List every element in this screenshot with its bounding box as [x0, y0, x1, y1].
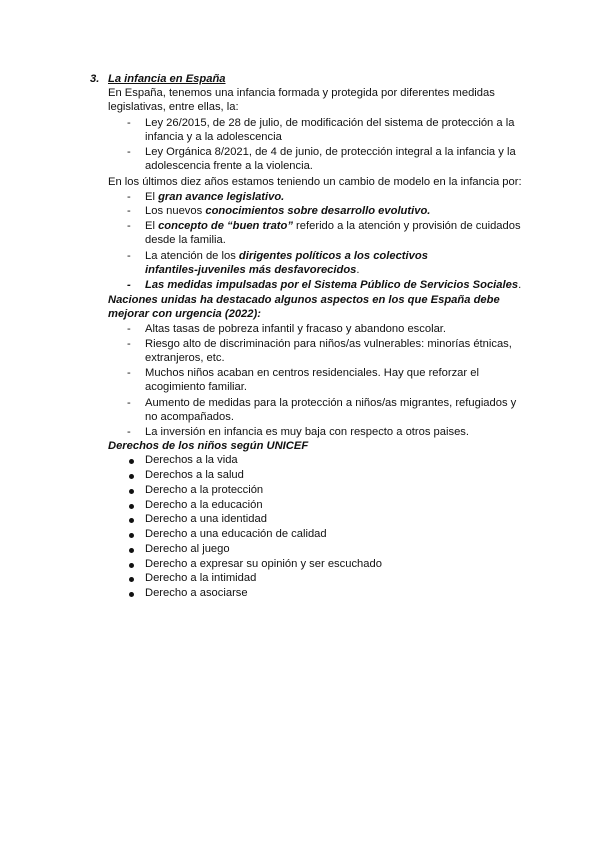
- right-item: Derecho a asociarse: [145, 587, 248, 599]
- change-item: La atención de los dirigentes políticos a los colectivos: [145, 250, 428, 262]
- change-item: Las medidas impulsadas por el Sistema Público de Servicios Sociales.: [145, 279, 522, 291]
- bullet-icon: [129, 548, 134, 553]
- bullet-icon: [129, 592, 134, 597]
- right-item: Derecho a la intimidad: [145, 572, 257, 584]
- dash-marker: -: [127, 117, 131, 129]
- un-item: La inversión en infancia es muy baja con respecto a otros paises.: [145, 426, 470, 438]
- dash-marker: -: [127, 338, 131, 350]
- right-item: Derecho al juego: [145, 543, 230, 555]
- bullet-icon: [129, 504, 134, 509]
- dash-marker: -: [127, 323, 131, 335]
- dash-marker: -: [127, 146, 131, 158]
- change-item: El concepto de “buen trato” referido a la atención y provisión de cuidados: [145, 220, 521, 232]
- change-item: El gran avance legislativo.: [145, 191, 285, 203]
- right-item: Derecho a la protección: [145, 484, 264, 496]
- un-item: Muchos niños acaban en centros residenciales. Hay que reforzar el: [145, 367, 479, 379]
- change-item: Los nuevos conocimientos sobre desarrollo evolutivo.: [145, 205, 431, 217]
- dash-marker: -: [127, 426, 131, 438]
- dash-marker: -: [127, 367, 131, 379]
- right-item: Derechos a la vida: [145, 454, 238, 466]
- un-item: Altas tasas de pobreza infantil y fracaso y abandono escolar.: [145, 323, 447, 335]
- section-title: La infancia en España: [108, 73, 226, 85]
- bullet-icon: [129, 474, 134, 479]
- right-item: Derecho a la educación: [145, 499, 263, 511]
- bullet-icon: [129, 563, 134, 568]
- section-number: 3.: [90, 73, 100, 85]
- right-item: Derecho a expresar su opinión y ser escuchado: [145, 558, 382, 570]
- intro-line: legislativas, entre ellas, la:: [108, 101, 239, 113]
- un-heading: Naciones unidas ha destacado algunos aspectos en los que España debe: [108, 294, 500, 306]
- un-item: extranjeros, etc.: [145, 352, 225, 364]
- law-item: adolescencia frente a la violencia.: [145, 160, 313, 172]
- law-item: Ley Orgánica 8/2021, de 4 de junio, de protección integral a la infancia y la: [145, 146, 516, 158]
- un-item: Aumento de medidas para la protección a niños/as migrantes, refugiados y: [145, 397, 517, 409]
- dash-marker: -: [127, 220, 131, 232]
- unicef-heading: Derechos de los niños según UNICEF: [108, 440, 309, 452]
- change-intro: En los últimos diez años estamos teniendo un cambio de modelo en la infancia por:: [108, 176, 522, 188]
- dash-marker: -: [127, 250, 131, 262]
- un-item: acogimiento familiar.: [145, 381, 247, 393]
- un-item: no acompañados.: [145, 411, 234, 423]
- right-item: Derechos a la salud: [145, 469, 244, 481]
- change-item: desde la familia.: [145, 234, 226, 246]
- bullet-icon: [129, 459, 134, 464]
- un-heading: mejorar con urgencia (2022):: [108, 308, 261, 320]
- change-item: infantiles-juveniles más desfavorecidos.: [145, 264, 360, 276]
- bullet-icon: [129, 518, 134, 523]
- dash-marker: -: [127, 397, 131, 409]
- un-item: Riesgo alto de discriminación para niños/as vulnerables: minorías étnicas,: [145, 338, 512, 350]
- dash-marker: -: [127, 205, 131, 217]
- intro-line: En España, tenemos una infancia formada y protegida por diferentes medidas: [108, 87, 495, 99]
- dash-marker: -: [127, 191, 131, 203]
- bullet-icon: [129, 489, 134, 494]
- dash-marker: -: [127, 279, 131, 291]
- bullet-icon: [129, 533, 134, 538]
- right-item: Derecho a una identidad: [145, 513, 267, 525]
- law-item: infancia y a la adolescencia: [145, 131, 282, 143]
- right-item: Derecho a una educación de calidad: [145, 528, 327, 540]
- law-item: Ley 26/2015, de 28 de julio, de modificación del sistema de protección a la: [145, 117, 515, 129]
- bullet-icon: [129, 577, 134, 582]
